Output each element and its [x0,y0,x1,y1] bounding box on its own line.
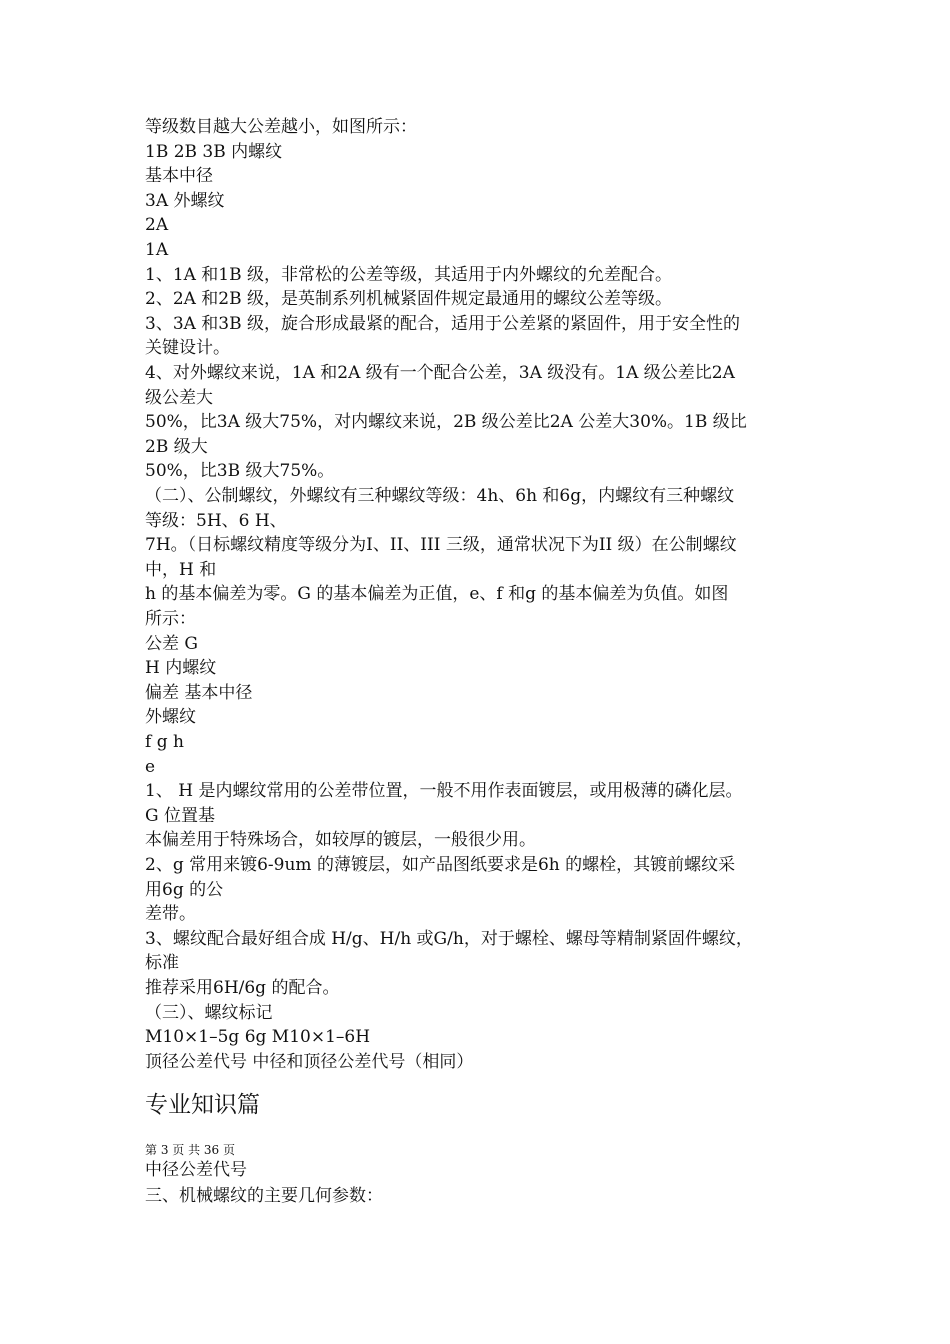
text-line: e [145,756,156,777]
text-line: 公差 G [145,633,198,654]
text-line: 1B 2B 3B 内螺纹 [145,141,283,162]
text-line: 三、机械螺纹的主要几何参数： [145,1186,383,1206]
text-line: 偏差 基本中径 [145,682,253,703]
text-line: 中径公差代号 [145,1160,247,1180]
text-line: G 位置基 [145,805,215,826]
text-line: 50%，比3B 级大75%。 [145,461,335,482]
text-line: 差带。 [145,904,196,925]
text-line: 3、3A 和3B 级，旋合形成最紧的配合，适用于公差紧的紧固件，用于安全性的 [145,313,741,334]
text-line: 2、g 常用来镀6-9um 的薄镀层，如产品图纸要求是6h 的螺栓，其镀前螺纹采 [145,855,736,875]
text-line: M10×1–5g 6g M10×1–6H [145,1027,371,1048]
text-line: 1A [145,240,169,260]
text-line: 2A [145,215,169,236]
text-line: 外螺纹 [145,707,196,728]
text-line: 4、对外螺纹来说，1A 和2A 级有一个配合公差，3A 级没有。1A 级公差比2A [145,363,735,383]
page-number-footer: 第 3 页 共 36 页 [145,1143,235,1157]
text-line: 标准 [145,953,179,974]
text-line: 50%，比3A 级大75%，对内螺纹来说，2B 级公差比2A 公差大30%。1B 级比 [145,412,747,433]
text-line: 关键设计。 [145,338,230,359]
section-heading: 专业知识篇 [145,1092,260,1118]
text-line: 3、螺纹配合最好组合成 H/g、H/h 或G/h，对于螺栓、螺母等精制紧固件螺纹， [145,928,753,949]
text-line: 等级：5H、6 H、 [145,510,287,531]
text-line: 所示： [145,609,196,629]
text-line: 7H。（日标螺纹精度等级分为I、II、III 三级，通常状况下为II 级）在公制螺纹 [145,535,737,556]
text-line: f g h [145,732,184,752]
text-line: 3A 外螺纹 [145,190,225,211]
text-line: H 内螺纹 [145,658,217,679]
text-line: 推荐采用6H/6g 的配合。 [145,978,340,998]
text-line: 1、 H 是内螺纹常用的公差带位置，一般不用作表面镀层，或用极薄的磷化层。 [145,781,743,802]
text-line: 本偏差用于特殊场合，如较厚的镀层，一般很少用。 [145,830,536,851]
text-line: 基本中径 [145,166,213,187]
text-line: （三）、螺纹标记 [145,1002,273,1023]
text-line: 2、2A 和2B 级，是英制系列机械紧固件规定最通用的螺纹公差等级。 [145,289,673,310]
text-line: 等级数目越大公差越小，如图所示： [145,117,417,137]
text-line: 中，H 和 [145,559,217,580]
text-line: 用6g 的公 [145,879,224,900]
text-line: 级公差大 [145,387,213,408]
text-line: 1、1A 和1B 级，非常松的公差等级，其适用于内外螺纹的允差配合。 [145,264,673,285]
text-line: h 的基本偏差为零。G 的基本偏差为正值，e、f 和g 的基本偏差为负值。如图 [145,584,729,605]
text-line: 2B 级大 [145,436,208,457]
text-line: （二）、公制螺纹，外螺纹有三种螺纹等级：4h、6h 和6g，内螺纹有三种螺纹 [145,486,735,506]
text-line: 顶径公差代号 中径和顶径公差代号（相同） [145,1051,474,1072]
